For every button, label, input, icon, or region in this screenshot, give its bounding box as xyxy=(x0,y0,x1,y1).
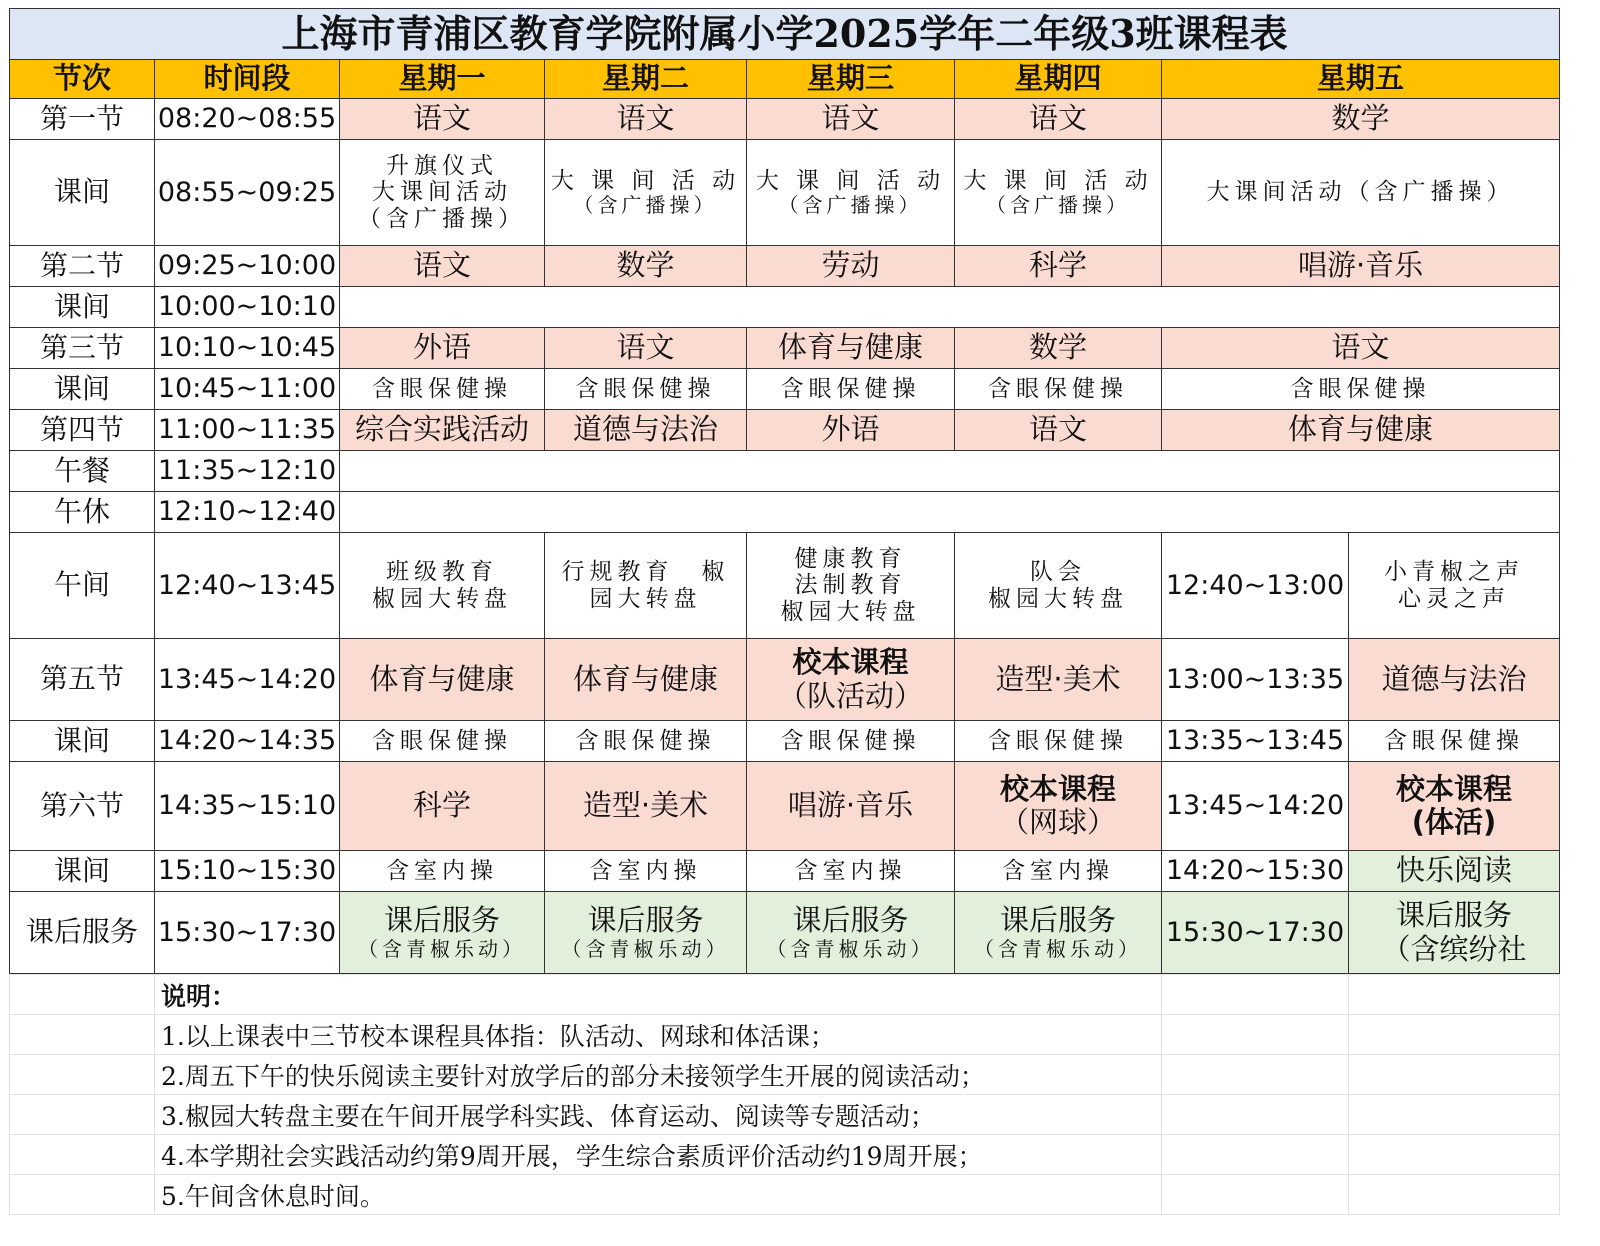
table-row xyxy=(10,287,1560,328)
empty-cell xyxy=(340,492,1560,533)
period-name: 午休 xyxy=(10,492,155,533)
cell-fri: 语文 xyxy=(1162,328,1560,369)
cell-wed: 劳动 xyxy=(747,246,955,287)
cell-tue xyxy=(545,140,747,246)
table-row xyxy=(10,639,1560,721)
period-name: 课间 xyxy=(10,287,155,328)
period-time: 10:10~10:45 xyxy=(155,328,340,369)
period-time: 14:20~14:35 xyxy=(155,721,340,762)
cell-fri: 大课间活动（含广播操） xyxy=(1162,140,1560,246)
cell-fri: 快乐阅读 xyxy=(1349,851,1560,892)
period-name: 课间 xyxy=(10,369,155,410)
cell-wed: 含眼保健操 xyxy=(747,721,955,762)
period-name: 午间 xyxy=(10,533,155,639)
period-name: 第四节 xyxy=(10,410,155,451)
period-name: 第一节 xyxy=(10,99,155,140)
note-row xyxy=(10,1095,1560,1135)
cell-mon: 含眼保健操 xyxy=(340,721,545,762)
period-time: 15:30~17:30 xyxy=(155,892,340,974)
period-time: 09:25~10:00 xyxy=(155,246,340,287)
period-name: 午餐 xyxy=(10,451,155,492)
note-item: 4.本学期社会实践活动约第9周开展，学生综合素质评价活动约19周开展； xyxy=(155,1135,1162,1175)
period-name: 第五节 xyxy=(10,639,155,721)
cell-wed: 唱游·音乐 xyxy=(747,762,955,851)
cell-wed: 语文 xyxy=(747,99,955,140)
period-time: 11:35~12:10 xyxy=(155,451,340,492)
cell-line: 椒园大转盘 xyxy=(988,585,1128,612)
cell-thu: 语文 xyxy=(955,410,1162,451)
note-row xyxy=(10,975,1560,1015)
table-row xyxy=(10,140,1560,246)
cell-line: 大课间活动 xyxy=(372,179,512,206)
cell-line: 椒园大转盘 xyxy=(372,585,512,612)
cell-tue: 数学 xyxy=(545,246,747,287)
table-row xyxy=(10,410,1560,451)
cell-fri: 含眼保健操 xyxy=(1349,721,1560,762)
note-item: 1.以上课表中三节校本课程具体指：队活动、网球和体活课； xyxy=(155,1015,1162,1055)
period-time: 08:55~09:25 xyxy=(155,140,340,246)
cell-line: （含青椒乐动） xyxy=(561,936,730,961)
cell-wed xyxy=(747,639,955,721)
cell-tue: 含眼保健操 xyxy=(545,721,747,762)
period-time: 12:10~12:40 xyxy=(155,492,340,533)
friday-time: 13:35~13:45 xyxy=(1162,721,1349,762)
cell-line: 园大转盘 xyxy=(589,585,702,612)
note-row xyxy=(10,1135,1560,1175)
cell-wed: 含眼保健操 xyxy=(747,369,955,410)
cell-line: 课后服务 xyxy=(383,903,500,938)
cell-wed xyxy=(747,140,955,246)
cell-line: （含广播操） xyxy=(358,205,526,232)
cell-thu: 科学 xyxy=(955,246,1162,287)
cell-mon: 综合实践活动 xyxy=(340,410,545,451)
cell-thu: 数学 xyxy=(955,328,1162,369)
table-row xyxy=(10,99,1560,140)
cell-wed: 含室内操 xyxy=(747,851,955,892)
cell-mon: 体育与健康 xyxy=(340,639,545,721)
cell-tue: 体育与健康 xyxy=(545,639,747,721)
header-wednesday: 星期三 xyxy=(747,60,955,99)
cell-line: 课后服务 xyxy=(587,903,704,938)
cell-line: (体活) xyxy=(1411,805,1497,839)
note-item: 3.椒园大转盘主要在午间开展学科实践、体育运动、阅读等专题活动； xyxy=(155,1095,1162,1135)
note-row xyxy=(10,1015,1560,1055)
cell-line: （含青椒乐动） xyxy=(358,936,526,961)
cell-line: （队活动） xyxy=(777,678,923,713)
cell-tue: 造型·美术 xyxy=(545,762,747,851)
period-name: 第三节 xyxy=(10,328,155,369)
cell-fri xyxy=(1349,533,1560,639)
cell-line: 椒园大转盘 xyxy=(780,598,921,625)
period-name: 课间 xyxy=(10,721,155,762)
friday-time: 14:20~15:30 xyxy=(1162,851,1349,892)
period-time: 10:45~11:00 xyxy=(155,369,340,410)
cell-line: 校本课程 xyxy=(792,645,909,680)
table-row xyxy=(10,851,1560,892)
cell-line: 校本课程 xyxy=(999,771,1116,806)
notes-table xyxy=(9,974,1560,1215)
period-time: 14:35~15:10 xyxy=(155,762,340,851)
header-tuesday: 星期二 xyxy=(545,60,747,99)
header-period: 节次 xyxy=(10,60,155,99)
cell-line: 班级教育 xyxy=(386,559,498,586)
cell-tue xyxy=(545,892,747,974)
period-time: 08:20~08:55 xyxy=(155,99,340,140)
cell-thu: 语文 xyxy=(955,99,1162,140)
cell-wed xyxy=(747,892,955,974)
cell-line: 心灵之声 xyxy=(1398,585,1511,612)
cell-line: 健康教育 xyxy=(794,545,907,572)
cell-line: （含广播操） xyxy=(573,193,718,218)
cell-line: 大 课 间 活 动 xyxy=(963,167,1153,194)
table-row xyxy=(10,762,1560,851)
timetable-sheet xyxy=(9,8,1560,1215)
cell-line: 课后服务 xyxy=(792,903,909,938)
period-name: 课间 xyxy=(10,140,155,246)
friday-time: 15:30~17:30 xyxy=(1162,892,1349,974)
cell-line: （含青椒乐动） xyxy=(766,936,935,961)
notes-heading: 说明： xyxy=(155,975,1162,1015)
cell-fri xyxy=(1349,762,1560,851)
cell-line: 队会 xyxy=(1030,559,1086,586)
header-row xyxy=(10,60,1560,99)
cell-thu: 含眼保健操 xyxy=(955,721,1162,762)
period-time: 13:45~14:20 xyxy=(155,639,340,721)
cell-tue: 语文 xyxy=(545,99,747,140)
cell-line: 大 课 间 活 动 xyxy=(755,167,946,194)
period-name: 第二节 xyxy=(10,246,155,287)
cell-mon: 外语 xyxy=(340,328,545,369)
cell-mon: 含眼保健操 xyxy=(340,369,545,410)
empty-cell xyxy=(340,287,1560,328)
cell-line: 大 课 间 活 动 xyxy=(550,167,741,194)
cell-thu xyxy=(955,140,1162,246)
empty-cell xyxy=(340,451,1560,492)
cell-thu: 造型·美术 xyxy=(955,639,1162,721)
cell-tue: 含眼保健操 xyxy=(545,369,747,410)
cell-thu xyxy=(955,533,1162,639)
cell-tue: 语文 xyxy=(545,328,747,369)
timetable xyxy=(9,8,1560,974)
cell-mon: 语文 xyxy=(340,99,545,140)
period-time: 11:00~11:35 xyxy=(155,410,340,451)
cell-line: （含广播操） xyxy=(986,193,1130,218)
cell-fri: 唱游·音乐 xyxy=(1162,246,1560,287)
page-title: 上海市青浦区教育学院附属小学2025学年二年级3班课程表 xyxy=(10,9,1560,60)
cell-fri: 道德与法治 xyxy=(1349,639,1560,721)
period-name: 课后服务 xyxy=(10,892,155,974)
cell-wed: 外语 xyxy=(747,410,955,451)
cell-mon xyxy=(340,892,545,974)
note-item: 5.午间含休息时间。 xyxy=(155,1175,1162,1215)
cell-tue: 含室内操 xyxy=(545,851,747,892)
header-friday: 星期五 xyxy=(1162,60,1560,99)
table-row xyxy=(10,328,1560,369)
cell-tue: 道德与法治 xyxy=(545,410,747,451)
cell-line: 课后服务 xyxy=(999,903,1116,938)
table-row xyxy=(10,369,1560,410)
note-row xyxy=(10,1175,1560,1215)
friday-time: 12:40~13:00 xyxy=(1162,533,1349,639)
friday-time: 13:00~13:35 xyxy=(1162,639,1349,721)
cell-fri xyxy=(1349,892,1560,974)
cell-thu: 含室内操 xyxy=(955,851,1162,892)
header-thursday: 星期四 xyxy=(955,60,1162,99)
cell-line: 行规教育 椒 xyxy=(561,559,730,586)
period-time: 12:40~13:45 xyxy=(155,533,340,639)
header-monday: 星期一 xyxy=(340,60,545,99)
table-row xyxy=(10,246,1560,287)
cell-wed xyxy=(747,533,955,639)
table-row xyxy=(10,892,1560,974)
table-row xyxy=(10,721,1560,762)
note-item: 2.周五下午的快乐阅读主要针对放学后的部分未接领学生开展的阅读活动； xyxy=(155,1055,1162,1095)
cell-wed: 体育与健康 xyxy=(747,328,955,369)
cell-line: （含青椒乐动） xyxy=(974,936,1142,961)
cell-fri: 含眼保健操 xyxy=(1162,369,1560,410)
cell-line: 校本课程 xyxy=(1396,771,1513,806)
period-time: 10:00~10:10 xyxy=(155,287,340,328)
cell-fri: 体育与健康 xyxy=(1162,410,1560,451)
cell-thu xyxy=(955,892,1162,974)
period-name: 第六节 xyxy=(10,762,155,851)
table-row xyxy=(10,451,1560,492)
cell-line: （网球） xyxy=(999,805,1116,839)
cell-mon: 科学 xyxy=(340,762,545,851)
period-name: 课间 xyxy=(10,851,155,892)
cell-tue xyxy=(545,533,747,639)
friday-time: 13:45~14:20 xyxy=(1162,762,1349,851)
cell-line: （含缤纷社 xyxy=(1381,931,1527,966)
cell-line: 小青椒之声 xyxy=(1384,559,1525,586)
cell-line: （含广播操） xyxy=(778,193,923,218)
cell-mon xyxy=(340,140,545,246)
cell-line: 法制教育 xyxy=(794,572,907,599)
cell-line: 课后服务 xyxy=(1396,898,1513,933)
cell-mon xyxy=(340,533,545,639)
period-time: 15:10~15:30 xyxy=(155,851,340,892)
cell-mon: 含室内操 xyxy=(340,851,545,892)
cell-fri: 数学 xyxy=(1162,99,1560,140)
table-row xyxy=(10,533,1560,639)
cell-thu: 含眼保健操 xyxy=(955,369,1162,410)
header-time: 时间段 xyxy=(155,60,340,99)
cell-line: 升旗仪式 xyxy=(386,152,498,179)
cell-mon: 语文 xyxy=(340,246,545,287)
cell-thu xyxy=(955,762,1162,851)
table-row xyxy=(10,492,1560,533)
note-row xyxy=(10,1055,1560,1095)
